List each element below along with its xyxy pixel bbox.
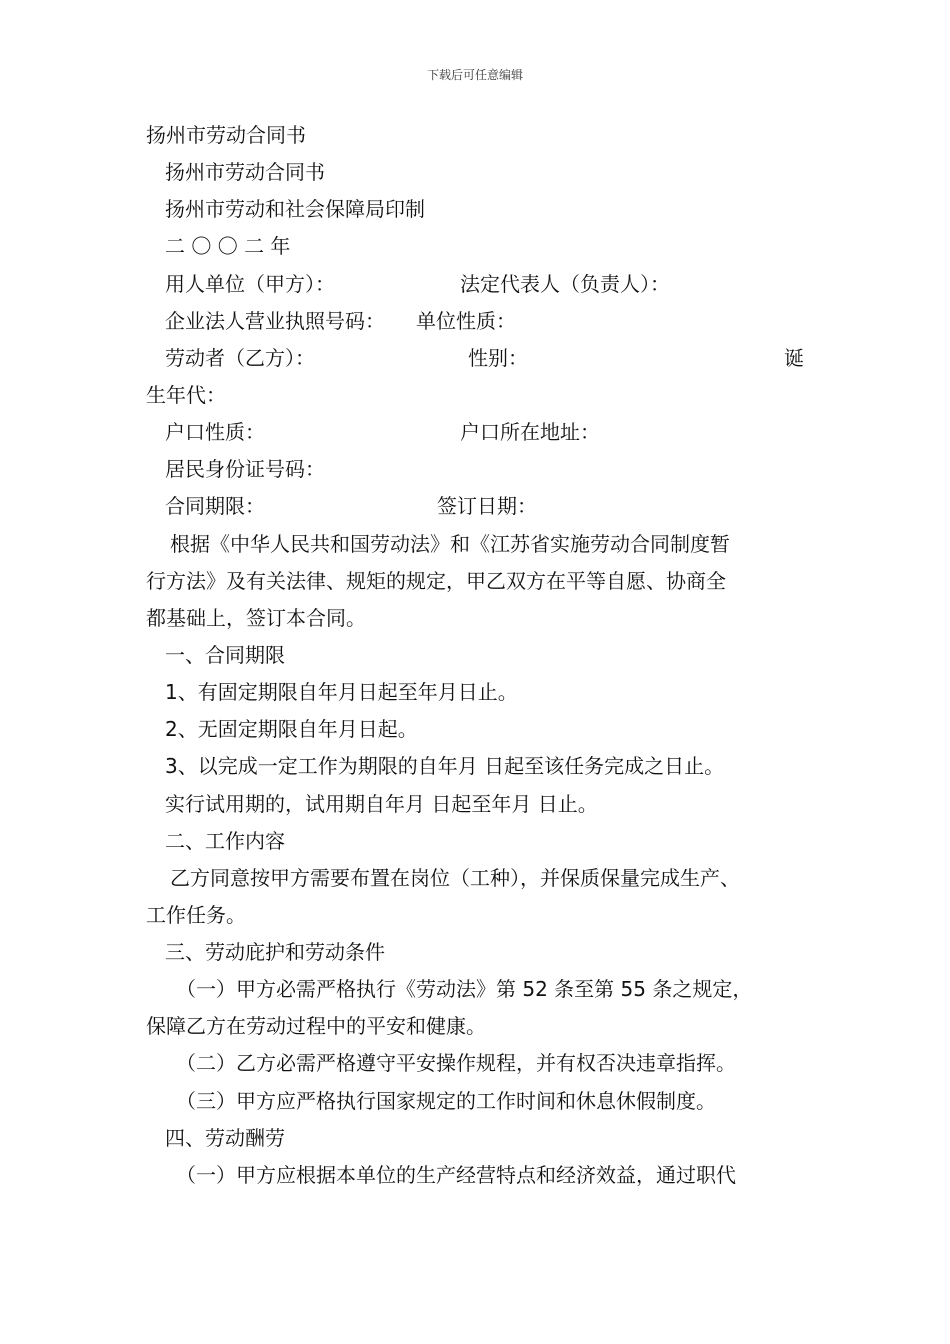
intro-line: 根据《中华人民共和国劳动法》和《江苏省实施劳动合同制度暂 (170, 532, 730, 556)
birth-label-part2: 生年代： (146, 383, 226, 407)
paragraph-line: 工作任务。 (146, 903, 246, 927)
hukou-address-label: 户口所在地址： (460, 420, 600, 444)
doc-title: 扬州市劳动合同书 (146, 123, 306, 147)
section-heading: 四、劳动酬劳 (165, 1126, 285, 1150)
contract-term-label: 合同期限： (165, 494, 265, 518)
page-header: 下载后可任意编辑 (426, 68, 523, 82)
gender-label: 性别： (468, 346, 528, 370)
section-heading: 二、工作内容 (165, 829, 285, 853)
list-item: 1、有固定期限自年月日起至年月日止。 (165, 680, 518, 704)
hukou-nature-label: 户口性质： (165, 420, 265, 444)
intro-line: 行方法》及有关法律、规矩的规定，甲乙双方在平等自愿、协商全 (146, 569, 726, 593)
sign-date-label: 签订日期： (437, 494, 537, 518)
paragraph-line: （一）甲方应根据本单位的生产经营特点和经济效益，通过职代 (176, 1163, 736, 1187)
doc-subtitle: 扬州市劳动合同书 (165, 160, 325, 184)
worker-label: 劳动者（乙方）： (165, 346, 315, 370)
license-label: 企业法人营业执照号码： (165, 309, 385, 333)
id-number-label: 居民身份证号码： (165, 457, 325, 481)
unit-nature-label: 单位性质： (416, 309, 516, 333)
issuer: 扬州市劳动和社会保障局印制 (165, 197, 425, 221)
list-item: 实行试用期的，试用期自年月 日起至年月 日止。 (165, 792, 598, 816)
paragraph-line: （二）乙方必需严格遵守平安操作规程，并有权否决违章指挥。 (176, 1051, 736, 1075)
paragraph-line: 保障乙方在劳动过程中的平安和健康。 (146, 1014, 486, 1038)
paragraph-line: （三）甲方应严格执行国家规定的工作时间和休息休假制度。 (176, 1089, 716, 1113)
year: 二 〇 〇 二 年 (165, 234, 291, 258)
employer-label: 用人单位（甲方）： (165, 272, 335, 296)
section-heading: 三、劳动庇护和劳动条件 (165, 940, 385, 964)
paragraph-line: （一）甲方必需严格执行《劳动法》第 52 条至第 55 条之规定， (176, 977, 753, 1001)
list-item: 3、以完成一定工作为期限的自年月 日起至该任务完成之日止。 (165, 754, 725, 778)
birth-label-part1: 诞 (784, 346, 804, 370)
intro-line: 都基础上，签订本合同。 (146, 606, 366, 630)
list-item: 2、无固定期限自年月日起。 (165, 717, 418, 741)
section-heading: 一、合同期限 (165, 643, 285, 667)
legal-rep-label: 法定代表人（负责人）： (460, 272, 670, 296)
paragraph-line: 乙方同意按甲方需要布置在岗位（工种），并保质保量完成生产、 (170, 866, 740, 890)
